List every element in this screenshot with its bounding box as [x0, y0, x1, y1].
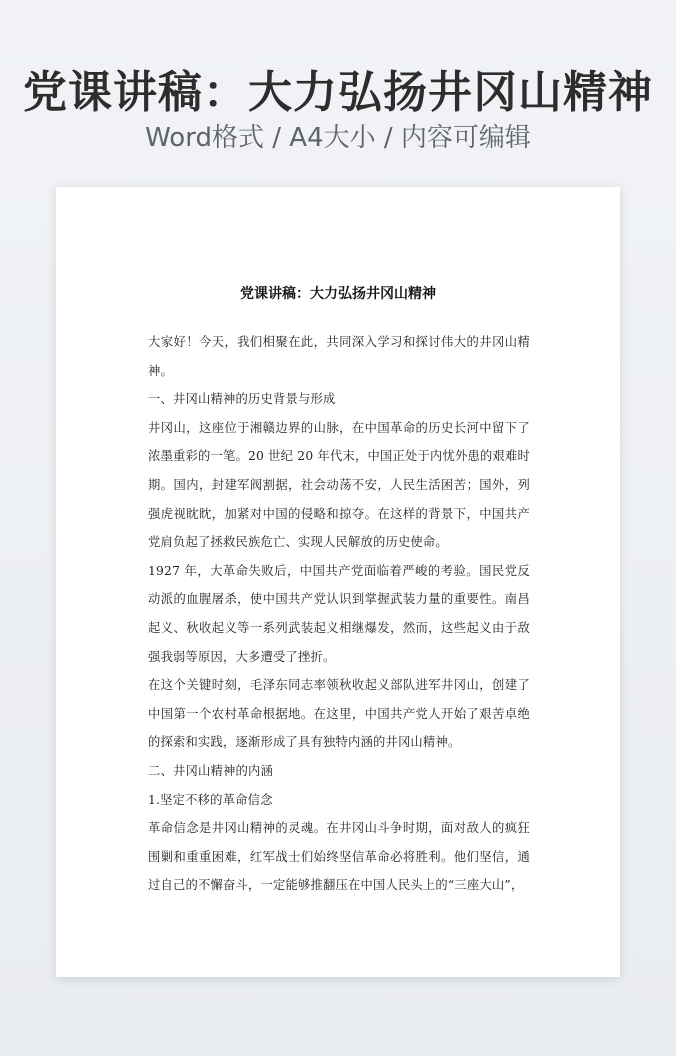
- heading-section-2: 二、井冈山精神的内涵: [148, 763, 273, 778]
- subheading-1: 1.坚定不移的革命信念: [148, 792, 273, 807]
- banner-title: 党课讲稿：大力弘扬井冈山精神: [23, 67, 653, 118]
- document-page: [56, 187, 620, 977]
- banner-subtitle: Word格式 / A4大小 / 内容可编辑: [145, 123, 531, 153]
- paragraph: 井冈山，这座位于湘赣边界的山脉，在中国革命的历史长河中留下了浓墨重彩的一笔。20 世纪 20 年代末，中国正处于内忧外患的艰难时期。国内，封建军阀割据，社会动荡不安，人民生活困苦；国外，列强虎视眈眈，加紧对中国的侵略和掠夺。在这样的背景下，中国共产党肩负起了拯救民族危亡、实现人民解放的历史使命。: [148, 420, 530, 550]
- paragraph-greeting: 大家好！今天，我们相聚在此，共同深入学习和探讨伟大的井冈山精神。: [148, 335, 530, 378]
- document-body: [148, 328, 530, 900]
- paragraph: 革命信念是井冈山精神的灵魂。在井冈山斗争时期，面对敌人的疯狂围剿和重重困难，红军战士们始终坚信革命必将胜利。他们坚信，通过自己的不懈奋斗，一定能够推翻压在中国人民头上的“三座大山”，: [148, 821, 530, 893]
- heading-section-1: 一、井冈山精神的历史背景与形成: [148, 392, 336, 407]
- document-title: 党课讲稿：大力弘扬井冈山精神: [240, 286, 436, 302]
- paragraph: 1927 年，大革命失败后，中国共产党面临着严峻的考验。国民党反动派的血腥屠杀，使中国共产党认识到掌握武装力量的重要性。南昌起义、秋收起义等一系列武装起义相继爆发，然而，这些起义由于敌强我弱等原因，大多遭受了挫折。: [148, 563, 530, 664]
- paragraph: 在这个关键时刻，毛泽东同志率领秋收起义部队进军井冈山，创建了中国第一个农村革命根据地。在这里，中国共产党人开始了艰苦卓绝的探索和实践，逐渐形成了具有独特内涵的井冈山精神。: [148, 678, 530, 750]
